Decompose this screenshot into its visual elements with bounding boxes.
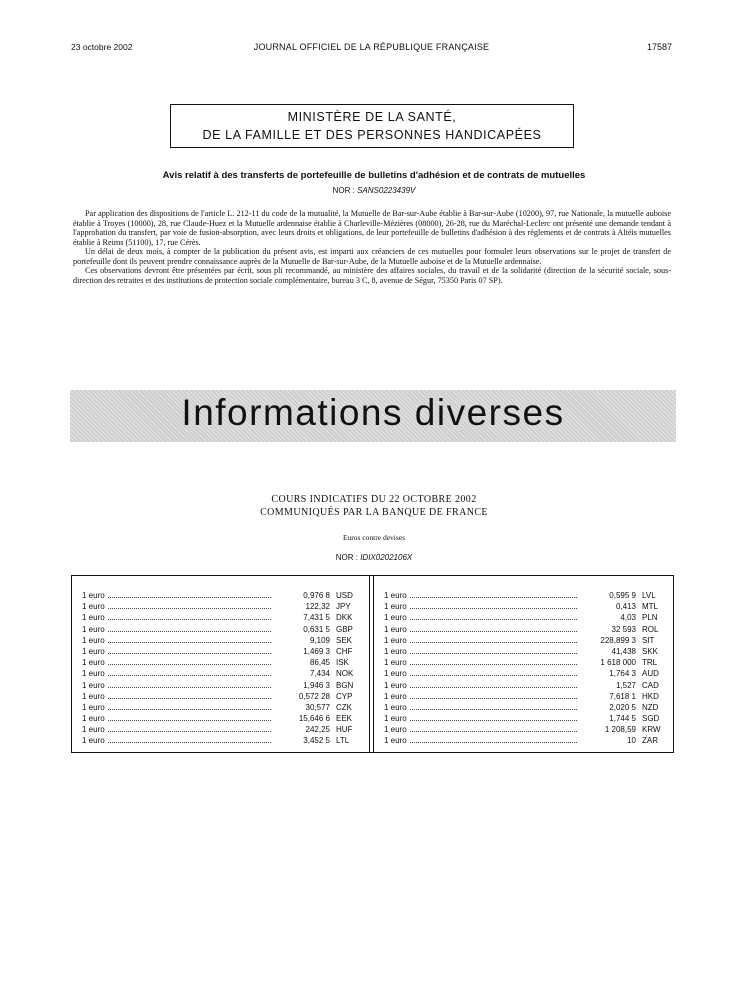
ministry-line-1: MINISTÈRE DE LA SANTÉ,	[287, 110, 457, 124]
rate-row	[384, 691, 666, 702]
journal-title: JOURNAL OFFICIEL DE LA RÉPUBLIQUE FRANÇAISE	[253, 42, 490, 52]
dot-leader	[108, 713, 271, 721]
avis-nor-label: NOR :	[332, 186, 355, 195]
rate-value: 0,595 9	[609, 591, 636, 600]
rate-value: 86,45	[309, 658, 330, 668]
dot-leader	[410, 702, 577, 710]
currency-code: NOK	[336, 669, 354, 679]
rate-row	[82, 635, 360, 646]
rate-row	[384, 713, 666, 724]
rate-label: 1 euro	[82, 591, 105, 600]
rate-row	[384, 702, 666, 713]
rate-row	[82, 668, 360, 679]
rate-label: 1 euro	[384, 624, 407, 634]
rate-label: 1 euro	[82, 613, 105, 623]
rate-label: 1 euro	[82, 658, 105, 668]
rate-value: 122,32	[305, 602, 330, 612]
rate-value: 32 593	[611, 624, 636, 634]
currency-code: SEK	[336, 635, 353, 645]
dot-leader	[410, 691, 577, 699]
currency-code: SIT	[642, 635, 655, 645]
currency-code: CYP	[336, 691, 353, 701]
rate-row	[384, 612, 666, 623]
rate-value: 15,646 6	[298, 714, 330, 724]
dot-leader	[410, 601, 577, 609]
rate-label: 1 euro	[82, 691, 105, 701]
dot-leader	[410, 724, 577, 732]
rate-value: 41,438	[611, 646, 636, 656]
currency-code: EEK	[336, 714, 353, 724]
rate-row	[384, 657, 666, 668]
avis-nor-code: SANS0223439V	[357, 186, 416, 195]
currency-code: TRL	[642, 658, 658, 668]
cours-line-1: COURS INDICATIFS DU 22 OCTOBRE 2002	[271, 494, 477, 505]
rate-value: 0,976 8	[303, 591, 330, 600]
currency-code: USD	[336, 591, 353, 600]
rate-label: 1 euro	[82, 624, 105, 634]
rate-value: 1,527	[615, 680, 636, 690]
currency-code: CAD	[642, 680, 659, 690]
dot-leader	[108, 657, 271, 665]
currency-code: SGD	[642, 714, 660, 724]
rate-label: 1 euro	[384, 658, 407, 668]
dot-leader	[108, 668, 271, 676]
header-date: 23 octobre 2002	[71, 42, 133, 52]
rate-value: 1,744 5	[609, 714, 636, 724]
dot-leader	[410, 657, 577, 665]
avis-nor	[72, 186, 676, 195]
section-banner	[70, 390, 676, 442]
rate-label: 1 euro	[82, 714, 105, 724]
currency-code: KRW	[642, 725, 661, 735]
rate-value: 7,434	[309, 669, 330, 679]
page-header	[71, 42, 672, 56]
rate-value: 1 208,59	[604, 725, 636, 735]
rate-row	[82, 657, 360, 668]
dot-leader	[410, 624, 577, 632]
dot-leader	[108, 702, 271, 710]
rate-label: 1 euro	[384, 669, 407, 679]
rate-value: 4,03	[620, 613, 636, 623]
cours-nor-code: IDIX0202106X	[360, 553, 413, 562]
currency-code: HKD	[642, 691, 659, 701]
rate-value: 1,764 3	[609, 669, 636, 679]
rate-value: 3,452 5	[303, 736, 330, 746]
rate-value: 2,020 5	[609, 702, 636, 712]
avis-paragraph: Un délai de deux mois, à compter de la publication du présent avis, est imparti aux créanciers de ces mutuelles pour formuler leurs observations sur le projet de transfert de portefeuille dont ils peuvent prendre connaissance auprès de la Mutuelle de Bar-sur-Aube, de la Mutuelle auboise et de la Mutuelle ardennaise.	[73, 247, 671, 266]
avis-title: Avis relatif à des transferts de portefeuille de bulletins d'adhésion et de contrats de mutuelles	[162, 170, 586, 181]
rate-label: 1 euro	[384, 646, 407, 656]
rate-label: 1 euro	[82, 646, 105, 656]
cours-subtitle: Euros contre devises	[342, 533, 406, 542]
avis-body	[73, 209, 671, 285]
rate-value: 0,413	[615, 602, 636, 612]
currency-code: MTL	[642, 602, 658, 612]
rate-label: 1 euro	[384, 602, 407, 612]
rate-value: 0,631 5	[303, 624, 330, 634]
rate-row	[384, 668, 666, 679]
ministry-heading	[170, 104, 574, 148]
currency-code: HUF	[336, 725, 353, 735]
rate-row	[82, 612, 360, 623]
rate-row	[384, 680, 666, 691]
rate-label: 1 euro	[82, 702, 105, 712]
rate-label: 1 euro	[384, 702, 407, 712]
rate-label: 1 euro	[384, 691, 407, 701]
dot-leader	[108, 680, 271, 688]
rate-value: 1 618 000	[600, 658, 636, 668]
dot-leader	[108, 624, 271, 632]
section-banner-title: Informations diverses	[181, 392, 565, 433]
rate-label: 1 euro	[82, 736, 105, 746]
rates-column-right	[384, 590, 666, 747]
currency-code: CZK	[336, 702, 352, 712]
rate-value: 30,577	[305, 702, 330, 712]
rate-row	[82, 624, 360, 635]
dot-leader	[410, 668, 577, 676]
rate-value: 10	[627, 736, 636, 746]
dot-leader	[410, 635, 577, 643]
rate-row	[82, 680, 360, 691]
rate-label: 1 euro	[384, 680, 407, 690]
rate-label: 1 euro	[384, 714, 407, 724]
rate-label: 1 euro	[82, 669, 105, 679]
dot-leader	[108, 691, 271, 699]
column-divider	[369, 576, 374, 752]
rate-row	[82, 646, 360, 657]
page-number: 17587	[646, 42, 672, 52]
rate-value: 242,25	[305, 725, 330, 735]
dot-leader	[108, 601, 271, 609]
rate-row	[82, 590, 360, 601]
avis-paragraph: Par application des dispositions de l'article L. 212-11 du code de la mutualité, la Mutuelle de Bar-sur-Aube établie à Bar-sur-Aube (10200), 97, rue Nationale, la mutuelle auboise établie à Troyes (10000), 28, rue Claude-Huez et la Mutuelle ardennaise établie à Charleville-Mézières (08000), 26-28, rue du Maréchal-Leclerc ont présenté une demande tendant à l'approbation du transfert, par voie de fusion-absorption, avec leurs droits et obligations, de leur portefeuille de bulletins d'adhésion à des règlements et de contrats à Altéis mutuelles établie à Reims (51100), 17, rue Cérès.	[73, 209, 671, 247]
rate-label: 1 euro	[384, 591, 407, 600]
dot-leader	[108, 635, 271, 643]
rate-row	[82, 713, 360, 724]
currency-code: AUD	[642, 669, 659, 679]
cours-nor	[72, 553, 676, 562]
rate-row	[82, 702, 360, 713]
currency-code: JPY	[336, 602, 351, 612]
rate-row	[384, 601, 666, 612]
rates-column-left	[82, 590, 360, 747]
rate-row	[82, 601, 360, 612]
rate-value: 228,899 3	[600, 635, 636, 645]
currency-code: LVL	[642, 591, 656, 600]
rate-label: 1 euro	[82, 602, 105, 612]
rate-label: 1 euro	[384, 613, 407, 623]
ministry-line-2: DE LA FAMILLE ET DES PERSONNES HANDICAPÉES	[202, 128, 542, 142]
dot-leader	[410, 646, 577, 654]
rate-label: 1 euro	[82, 635, 105, 645]
cours-nor-label: NOR :	[335, 553, 358, 562]
dot-leader	[108, 612, 271, 620]
currency-code: LTL	[336, 736, 350, 746]
currency-code: GBP	[336, 624, 353, 634]
rate-row	[82, 691, 360, 702]
rate-value: 9,109	[309, 635, 330, 645]
rate-row	[384, 724, 666, 735]
rate-label: 1 euro	[82, 725, 105, 735]
currency-code: NZD	[642, 702, 659, 712]
avis-paragraph: Ces observations devront être présentées par écrit, sous pli recommandé, au ministère des affaires sociales, du travail et de la solidarité (direction de la sécurité sociale, sous-direction des retraites et des institutions de protection sociale complémentaire, bureau 3 C, 8, avenue de Ségur, 75350 Paris 07 SP).	[73, 266, 671, 285]
rate-value: 7,618 1	[609, 691, 636, 701]
currency-code: PLN	[642, 613, 658, 623]
rate-row	[384, 735, 666, 746]
exchange-rates-table	[71, 575, 674, 753]
currency-code: BGN	[336, 680, 354, 690]
dot-leader	[410, 680, 577, 688]
rate-row	[384, 624, 666, 635]
currency-code: CHF	[336, 646, 353, 656]
currency-code: SKK	[642, 646, 659, 656]
cours-line-2: COMMUNIQUÉS PAR LA BANQUE DE FRANCE	[260, 507, 488, 518]
dot-leader	[410, 612, 577, 620]
rate-value: 0,572 28	[298, 691, 330, 701]
dot-leader	[410, 590, 577, 598]
rate-value: 7,431 5	[303, 613, 330, 623]
rate-label: 1 euro	[384, 635, 407, 645]
currency-code: ZAR	[642, 736, 658, 746]
rate-label: 1 euro	[384, 725, 407, 735]
dot-leader	[108, 646, 271, 654]
rate-value: 1,946 3	[303, 680, 330, 690]
dot-leader	[108, 724, 271, 732]
currency-code: ISK	[336, 658, 349, 668]
rate-row	[384, 590, 666, 601]
rate-value: 1,469 3	[303, 646, 330, 656]
currency-code: ROL	[642, 624, 659, 634]
dot-leader	[410, 735, 577, 743]
rate-label: 1 euro	[384, 736, 407, 746]
rate-row	[82, 735, 360, 746]
rate-row	[384, 646, 666, 657]
dot-leader	[410, 713, 577, 721]
currency-code: DKK	[336, 613, 353, 623]
cours-heading	[72, 493, 676, 519]
rate-label: 1 euro	[82, 680, 105, 690]
dot-leader	[108, 735, 271, 743]
dot-leader	[108, 590, 271, 598]
rate-row	[82, 724, 360, 735]
rate-row	[384, 635, 666, 646]
